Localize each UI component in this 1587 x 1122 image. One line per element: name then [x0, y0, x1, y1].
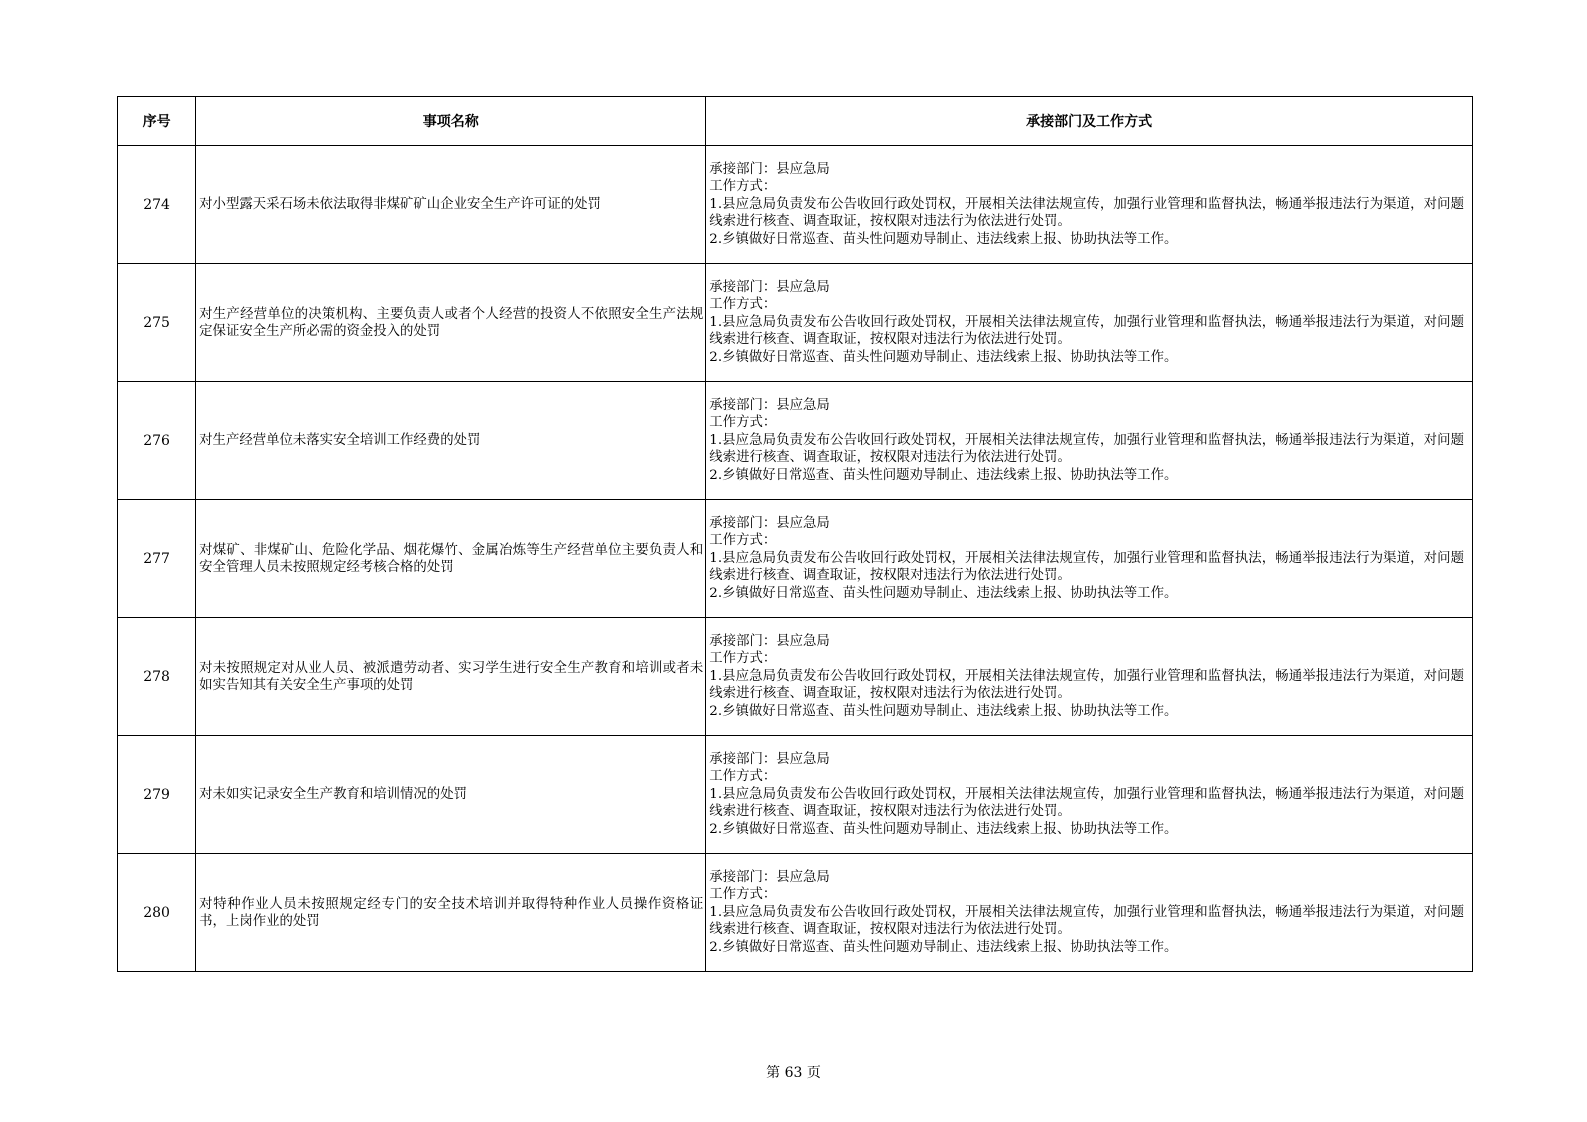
department-label: 承接部门：县应急局: [709, 279, 830, 295]
method-item-2: 2.乡镇做好日常巡查、苗头性问题劝导制止、违法线索上报、协助执法等工作。: [709, 231, 1178, 247]
table-row: [118, 500, 1473, 618]
method-item-2: 2.乡镇做好日常巡查、苗头性问题劝导制止、违法线索上报、协助执法等工作。: [709, 585, 1178, 601]
row-department-method: [706, 500, 1473, 618]
method-label: 工作方式：: [709, 179, 777, 195]
row-serial-no: 277: [118, 500, 196, 618]
department-label: 承接部门：县应急局: [709, 161, 830, 177]
method-label: 工作方式：: [709, 415, 777, 431]
method-item-1: 1.县应急局负责发布公告收回行政处罚权，开展相关法律法规宣传，加强行业管理和监督执法，畅通举报违法行为渠道，对问题线索进行核查、调查取证，按权限对违法行为依法进行处罚。: [709, 550, 1464, 584]
department-label: 承接部门：县应急局: [709, 869, 830, 885]
table-row: [118, 736, 1473, 854]
method-item-2: 2.乡镇做好日常巡查、苗头性问题劝导制止、违法线索上报、协助执法等工作。: [709, 821, 1178, 837]
method-item-2: 2.乡镇做好日常巡查、苗头性问题劝导制止、违法线索上报、协助执法等工作。: [709, 349, 1178, 365]
department-label: 承接部门：县应急局: [709, 633, 830, 649]
table-row: [118, 618, 1473, 736]
department-label: 承接部门：县应急局: [709, 751, 830, 767]
table-row: [118, 382, 1473, 500]
row-matter-name: 对特种作业人员未按照规定经专门的安全技术培训并取得特种作业人员操作资格证书，上岗作业的处罚: [196, 854, 706, 972]
method-label: 工作方式：: [709, 887, 777, 903]
row-matter-name: 对生产经营单位的决策机构、主要负责人或者个人经营的投资人不依照安全生产法规定保证安全生产所必需的资金投入的处罚: [196, 264, 706, 382]
method-item-1: 1.县应急局负责发布公告收回行政处罚权，开展相关法律法规宣传，加强行业管理和监督执法，畅通举报违法行为渠道，对问题线索进行核查、调查取证，按权限对违法行为依法进行处罚。: [709, 314, 1464, 348]
header-serial-no: 序号: [118, 97, 196, 146]
method-item-2: 2.乡镇做好日常巡查、苗头性问题劝导制止、违法线索上报、协助执法等工作。: [709, 703, 1178, 719]
table-header-row: [118, 97, 1473, 146]
header-department-method: 承接部门及工作方式: [706, 97, 1473, 146]
page-number: 第 63 页: [766, 1065, 821, 1081]
method-item-1: 1.县应急局负责发布公告收回行政处罚权，开展相关法律法规宣传，加强行业管理和监督执法，畅通举报违法行为渠道，对问题线索进行核查、调查取证，按权限对违法行为依法进行处罚。: [709, 904, 1464, 938]
row-department-method: [706, 854, 1473, 972]
row-matter-name: 对小型露天采石场未依法取得非煤矿矿山企业安全生产许可证的处罚: [196, 146, 706, 264]
row-department-method: [706, 382, 1473, 500]
method-item-1: 1.县应急局负责发布公告收回行政处罚权，开展相关法律法规宣传，加强行业管理和监督执法，畅通举报违法行为渠道，对问题线索进行核查、调查取证，按权限对违法行为依法进行处罚。: [709, 196, 1464, 230]
table-row: [118, 854, 1473, 972]
row-serial-no: 278: [118, 618, 196, 736]
method-label: 工作方式：: [709, 651, 777, 667]
method-label: 工作方式：: [709, 297, 777, 313]
row-serial-no: 274: [118, 146, 196, 264]
method-item-2: 2.乡镇做好日常巡查、苗头性问题劝导制止、违法线索上报、协助执法等工作。: [709, 467, 1178, 483]
row-matter-name: 对未如实记录安全生产教育和培训情况的处罚: [196, 736, 706, 854]
table-row: [118, 264, 1473, 382]
method-label: 工作方式：: [709, 769, 777, 785]
row-matter-name: 对未按照规定对从业人员、被派遣劳动者、实习学生进行安全生产教育和培训或者未如实告知其有关安全生产事项的处罚: [196, 618, 706, 736]
row-serial-no: 280: [118, 854, 196, 972]
row-department-method: [706, 618, 1473, 736]
department-label: 承接部门：县应急局: [709, 515, 830, 531]
matters-table: [117, 96, 1473, 972]
method-item-1: 1.县应急局负责发布公告收回行政处罚权，开展相关法律法规宣传，加强行业管理和监督执法，畅通举报违法行为渠道，对问题线索进行核查、调查取证，按权限对违法行为依法进行处罚。: [709, 432, 1464, 466]
row-serial-no: 275: [118, 264, 196, 382]
row-serial-no: 279: [118, 736, 196, 854]
row-department-method: [706, 264, 1473, 382]
row-matter-name: 对生产经营单位未落实安全培训工作经费的处罚: [196, 382, 706, 500]
method-label: 工作方式：: [709, 533, 777, 549]
row-department-method: [706, 146, 1473, 264]
table-row: [118, 146, 1473, 264]
method-item-1: 1.县应急局负责发布公告收回行政处罚权，开展相关法律法规宣传，加强行业管理和监督执法，畅通举报违法行为渠道，对问题线索进行核查、调查取证，按权限对违法行为依法进行处罚。: [709, 668, 1464, 702]
row-serial-no: 276: [118, 382, 196, 500]
department-label: 承接部门：县应急局: [709, 397, 830, 413]
header-matter-name: 事项名称: [196, 97, 706, 146]
method-item-1: 1.县应急局负责发布公告收回行政处罚权，开展相关法律法规宣传，加强行业管理和监督执法，畅通举报违法行为渠道，对问题线索进行核查、调查取证，按权限对违法行为依法进行处罚。: [709, 786, 1464, 820]
row-department-method: [706, 736, 1473, 854]
method-item-2: 2.乡镇做好日常巡查、苗头性问题劝导制止、违法线索上报、协助执法等工作。: [709, 939, 1178, 955]
row-matter-name: 对煤矿、非煤矿山、危险化学品、烟花爆竹、金属冶炼等生产经营单位主要负责人和安全管理人员未按照规定经考核合格的处罚: [196, 500, 706, 618]
